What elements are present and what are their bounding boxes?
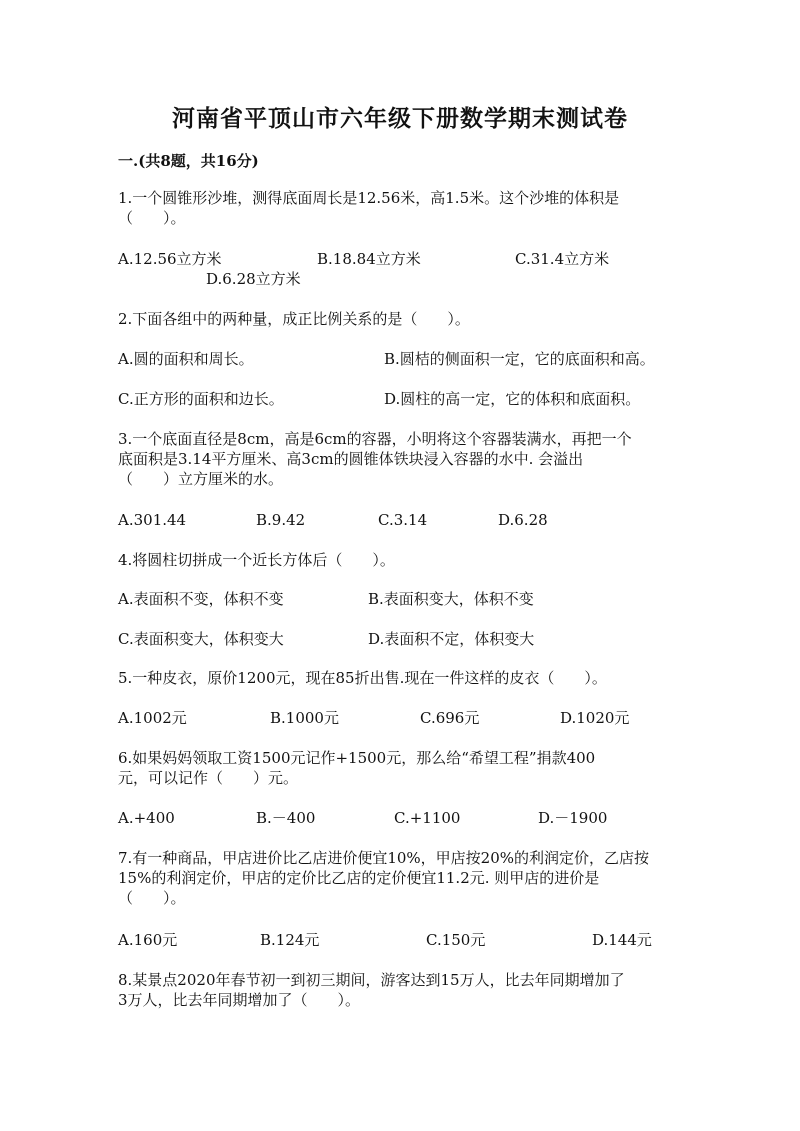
option-d[interactable]: D.6.28立方米 <box>206 270 301 288</box>
page-title: 河南省平顶山市六年级下册数学期末测试卷 <box>172 105 628 132</box>
option-c[interactable]: C.3.14 <box>378 511 428 529</box>
options-6 <box>118 808 698 848</box>
option-d[interactable]: D.1020元 <box>560 709 630 727</box>
question-text-line: （ ）立方厘米的水。 <box>118 470 284 488</box>
option-b[interactable]: B.18.84立方米 <box>317 250 421 268</box>
option-a[interactable]: A.表面积不变，体积不变 <box>118 590 284 608</box>
option-a[interactable]: A.+400 <box>118 809 175 827</box>
question-5 <box>118 668 678 688</box>
option-b[interactable]: B.表面积变大，体积不变 <box>368 590 534 608</box>
option-b[interactable]: B.9.42 <box>256 511 306 529</box>
question-8 <box>118 970 678 1010</box>
option-a[interactable]: A.12.56立方米 <box>118 250 222 268</box>
options-1 <box>118 249 698 289</box>
question-text-line: 2.下面各组中的两种量，成正比例关系的是（ ）。 <box>118 310 470 328</box>
option-a[interactable]: A.圆的面积和周长。 <box>118 350 254 368</box>
section-heading: 一.(共8题，共16分) <box>118 152 259 170</box>
option-c[interactable]: C.150元 <box>426 931 486 949</box>
option-a[interactable]: A.1002元 <box>118 709 187 727</box>
option-b[interactable]: B.圆桔的侧面积一定，它的底面积和高。 <box>384 350 655 368</box>
question-text-line: 5.一种皮衣，原价1200元，现在85折出售.现在一件这样的皮衣（ ）。 <box>118 669 607 687</box>
question-text-line: 4.将圆柱切拼成一个近长方体后（ ）。 <box>118 551 395 569</box>
option-c[interactable]: C.+1100 <box>394 809 461 827</box>
question-7 <box>118 848 678 908</box>
option-d[interactable]: D.144元 <box>592 931 652 949</box>
option-d[interactable]: D.表面积不定，体积变大 <box>368 630 535 648</box>
options-4 <box>118 589 698 649</box>
question-text-line: 7.有一种商品，甲店进价比乙店进价便宜10%，甲店按20%的利润定价，乙店按 <box>118 849 649 867</box>
question-6 <box>118 748 678 788</box>
option-b[interactable]: B.124元 <box>260 931 320 949</box>
question-text-line: 6.如果妈妈领取工资1500元记作+1500元，那么给“希望工程”捐款400 <box>118 749 596 767</box>
question-3 <box>118 429 678 489</box>
question-text-line: 元，可以记作（ ）元。 <box>118 769 299 787</box>
question-text-line: （ ）。 <box>118 209 186 227</box>
question-text-line: 15%的利润定价，甲店的定价比乙店的定价便宜11.2元. 则甲店的进价是 <box>118 869 600 887</box>
question-text-line: 3万人，比去年同期增加了（ ）。 <box>118 991 361 1009</box>
option-d[interactable]: D.6.28 <box>498 511 548 529</box>
option-b[interactable]: B.－400 <box>256 809 316 827</box>
question-text-line: 3.一个底面直径是8cm，高是6cm的容器，小明将这个容器装满水，再把一个 <box>118 430 632 448</box>
options-5 <box>118 708 698 748</box>
question-text-line: （ ）。 <box>118 889 186 907</box>
option-c[interactable]: C.31.4立方米 <box>515 250 610 268</box>
options-3 <box>118 510 698 550</box>
options-2 <box>118 349 698 409</box>
option-b[interactable]: B.1000元 <box>270 709 339 727</box>
option-d[interactable]: D.圆柱的高一定，它的体积和底面积。 <box>384 390 641 408</box>
option-c[interactable]: C.正方形的面积和边长。 <box>118 390 284 408</box>
question-text-line: 1.一个圆锥形沙堆，测得底面周长是12.56米，高1.5米。这个沙堆的体积是 <box>118 189 620 207</box>
question-2 <box>118 309 678 329</box>
question-4 <box>118 550 678 570</box>
option-a[interactable]: A.160元 <box>118 931 178 949</box>
question-1 <box>118 188 678 228</box>
question-text-line: 底面积是3.14平方厘米、高3cm的圆锥体铁块浸入容器的水中. 会溢出 <box>118 450 584 468</box>
option-c[interactable]: C.696元 <box>420 709 480 727</box>
option-c[interactable]: C.表面积变大，体积变大 <box>118 630 284 648</box>
option-a[interactable]: A.301.44 <box>118 511 187 529</box>
option-d[interactable]: D.－1900 <box>538 809 608 827</box>
question-text-line: 8.某景点2020年春节初一到初三期间，游客达到15万人，比去年同期增加了 <box>118 971 625 989</box>
options-7 <box>118 930 698 970</box>
